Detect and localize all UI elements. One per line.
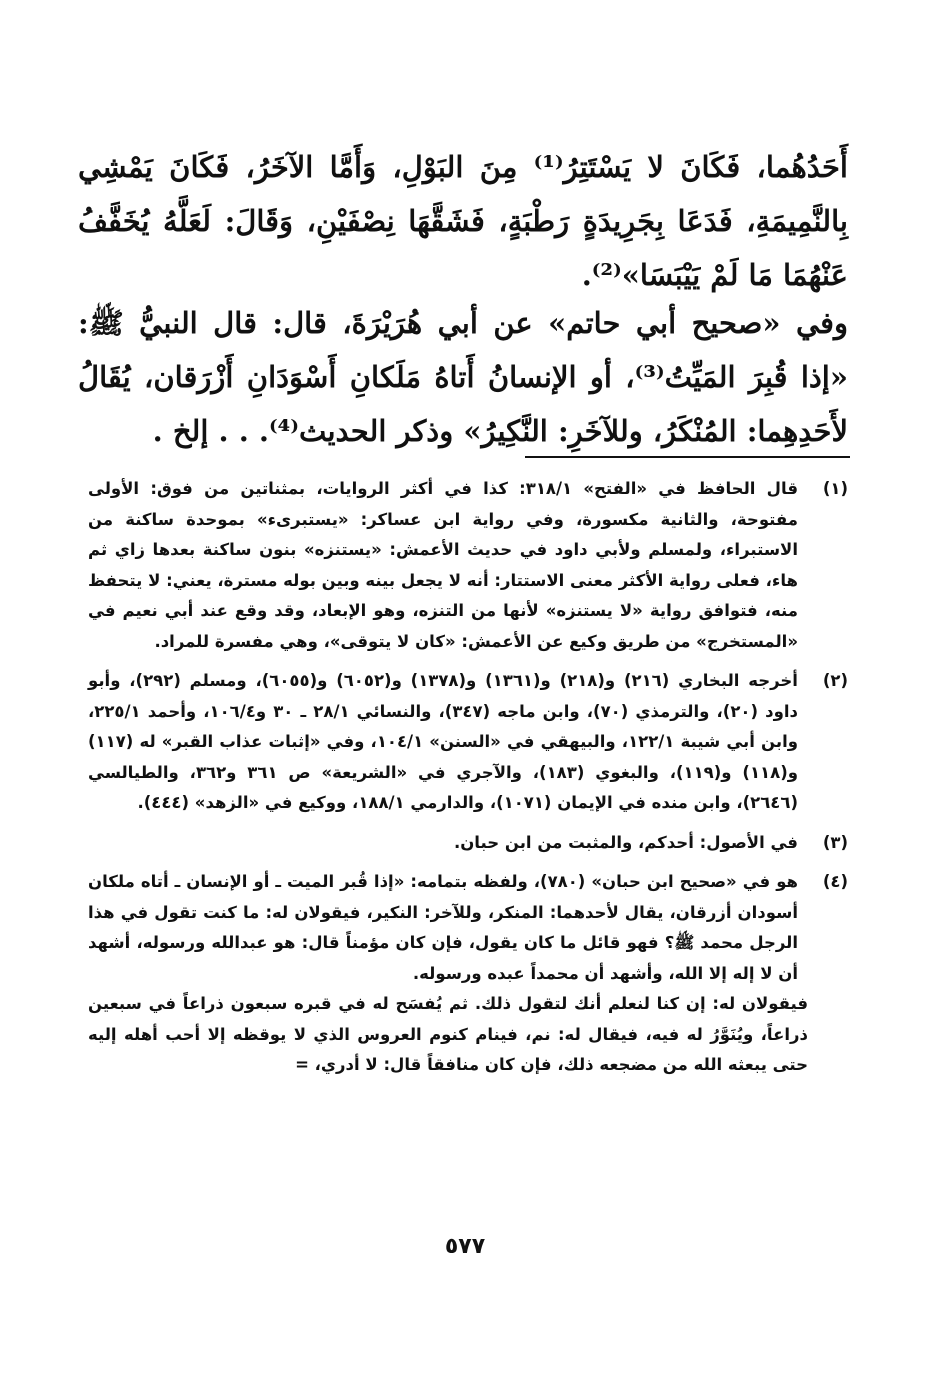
footnotes — [88, 474, 848, 1081]
footnote-text: هو في «صحيح ابن حبان» (٧٨٠)، ولفظه بتمامه: «إذا قُبر الميت ـ أو الإنسان ـ أتاه ملكان أسودان أزرقان، يقال لأحدهما: المنكر، وللآخر: النكير، فيقولان له: ما كنت تقول في هذا الرجل محمد ﷺ؟ فهو قائل ما كان يقول، فإن كان مؤمناً قال: هو عبدالله ورسوله، أشهد أن لا إله إلا الله، وأشهد أن محمداً عبده ورسوله. — [88, 872, 798, 983]
footnote-4-continuation: فيقولان له: إن كنا لنعلم أنك لتقول ذلك. ثم يُفسَح له في قبره سبعون ذراعاً في سبعين ذراعاً، ويُنَوَّرُ له فيه، فيقال له: نم، فينام كنوم العروس الذي لا يوقظه إلا أحب أهله إليه حتى يبعثه الله من مضجعه ذلك، فإن كان منافقاً قال: لا أدري، = — [88, 994, 808, 1074]
footnote-2 — [88, 666, 848, 819]
page-number: ٥٧٧ — [444, 1234, 486, 1259]
footnote-number: (٤) — [822, 872, 848, 891]
footnote-1 — [88, 474, 848, 657]
footnote-separator — [525, 456, 850, 458]
body-paragraph-2: وفي «صحيح أبي حاتم» عن أبي هُرَيْرَةَ، قال: قال النبيُّ ﷺ: «إذا قُبِرَ المَيِّتُ⁽³⁾، أو الإنسانُ أَتاهُ مَلَكانِ أَسْوَدَانِ أَزْرَقان، يُقَالُ لأَحَدِهِما: المُنْكَرُ، وللآخَرِ: النَّكِيرُ» وذكر الحديث⁽⁴⁾. . . إلخ . — [78, 306, 848, 448]
footnote-number: (١) — [822, 479, 848, 498]
footnote-text: أخرجه البخاري (٢١٦) و(٢١٨) و(١٣٦١) و(١٣٧٨) و(٦٠٥٢) و(٦٠٥٥)، ومسلم (٢٩٢)، وأبو داود (٢٠)، والترمذي (٧٠)، وابن ماجه (٣٤٧)، والنسائي ٢٨/١ ـ ٣٠ و١٠٦/٤، وأحمد ٢٢٥/١، وابن أبي شيبة ١٢٢/١، والبيهقي في «السنن» ١٠٤/١، وفي «إثبات عذاب القبر» له (١١٧) و(١١٨) و(١١٩)، والبغوي (١٨٣)، والآجري في «الشريعة» ص ٣٦١ و٣٦٢، والطيالسي (٢٦٤٦)، وابن منده في الإيمان (١٠٧١)، والدارمي ١٨٨/١، ووكيع في «الزهد» (٤٤٤). — [88, 671, 799, 812]
footnote-text: قال الحافظ في «الفتح» ٣١٨/١: كذا في أكثر الروايات، بمثناتين من فوق: الأولى مفتوحة، والثانية مكسورة، وفي رواية ابن عساكر: «يستبرىء» بموحدة ساكنة من الاستبراء، ولمسلم ولأبي داود في حديث الأعمش: «يستنزه» بنون ساكنة بعدها زاي ثم هاء، فعلى رواية الأكثر معنى الاستتار: أنه لا يجعل بينه وبين بوله مسترة، يعني: لا يتحفظ منه، فتوافق رواية «لا يستنزه» لأنها من التنزه، وهو الإبعاد، وقد وقع عند أبي نعيم في «المستخرج» من طريق وكيع عن الأعمش: «كان لا يتوقى»، وهي مفسرة للمراد. — [87, 479, 798, 651]
footnote-number: (٣) — [822, 832, 848, 852]
footnote-3 — [88, 828, 848, 859]
footnote-4 — [88, 867, 848, 989]
footnote-text: في الأصول: أحدكم، والمثبت من ابن حبان. — [453, 832, 798, 852]
body-paragraph-1: أَحَدُهُما، فَكَانَ لا يَسْتَتِرُ⁽¹⁾ مِنَ البَوْلِ، وَأَمَّا الآخَرُ، فَكَانَ يَمْشِي بِالنَّمِيمَةِ، فَدَعَا بِجَرِيدَةٍ رَطْبَةٍ، فَشَقَّهَا نِصْفَيْنِ، وَقَالَ: لَعَلَّهُ يُخَفَّفُ عَنْهُمَا مَا لَمْ يَيْبَسَا»⁽²⁾. — [78, 150, 848, 292]
footnote-number: (٢) — [822, 671, 848, 690]
